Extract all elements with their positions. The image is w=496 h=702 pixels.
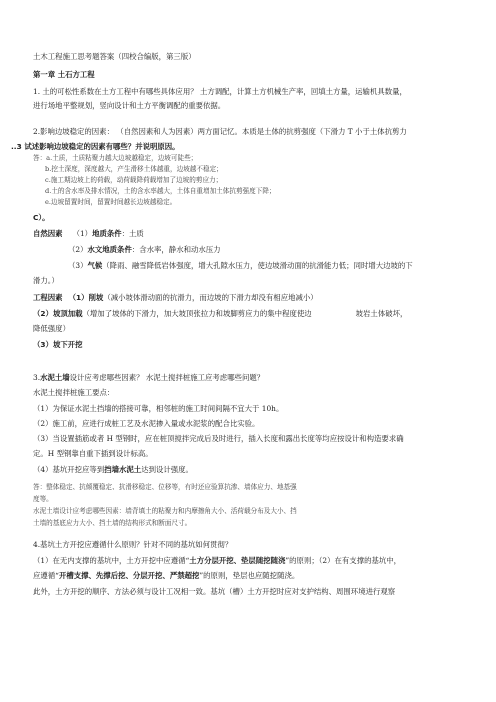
hydro-factor [68,245,221,255]
climate-num: （3） [68,261,88,270]
q4-heading: 4.基坑土方开挖应遵循什么原则？针对不同的基坑如何贯彻？ [33,540,233,549]
q3-answer-1: 答：整体稳定、抗倾覆稳定、抗滑移稳定、位移等，有时还应验算抗渗、墙体应力、地基强 [33,483,297,491]
c-line: C）。 [33,213,50,222]
climate-desc: （降雨、融雪降低岩体强度，增大孔隙水压力，使边坡滑动面的抗滑能力低；同时增大边坡的下 [102,261,413,270]
load-term: 坡顶加载 [52,309,83,318]
load-factor [33,309,407,319]
answer-item-c: c.施工期边坡上的荷载，动荷载降荷载增加了边坡的剪应力； [45,176,223,184]
q3-term: 水泥土墙 [40,373,70,382]
engineering-factors [33,293,318,303]
q3-subheading: 水泥土搅拌桩施工要点： [33,388,115,397]
q3-point-3: （3）当设置插筋或者 H 型钢时，应在桩顶搅拌完成后及时进行，插入长度和露出长度等均应按设计和构造要求确 [33,434,404,443]
natural-label: 自然因素 [33,229,63,238]
answer-item-e: e.边坡留置时间，留置时间越长边坡越稳定。 [45,198,177,206]
load-desc-tail: 坡岩土体破坏， [355,309,408,318]
excavation-factor [33,340,83,350]
climate-term: 气候 [87,261,103,270]
answer-item-a: 答：a.土质，土质粘聚力越大边坡越稳定，边坡可陡些； [33,154,198,162]
hydro-desc: ：含水率，静水和动水压力 [131,245,221,254]
excav-term: 坡下开挖 [52,340,83,349]
natural-term: 地质条件 [92,229,122,238]
eng-desc: （减小坡体滑动面的抗滑力，而边坡的下滑力却没有相应地减小） [103,293,318,302]
q4-line-3: 此外，土方开挖的顺序、方法必须与设计工况相一致。基坑（槽）土方开挖时应对支护结构、周围环境进行观察 [33,587,396,596]
q2-line-1: 2.影响边坡稳定的因素： （自然因素和人为因素）两方面记忆。本质是土体的抗剪强度（下滑力 T 小于土体抗剪力 [33,127,407,136]
q3-answer-4: 土墙的基底应力大小、挡土墙的结构形式和断面尺寸。 [33,519,192,527]
q4-l1-a: （1）在无内支撑的基坑中，土方开挖中应遵循“ [33,556,190,565]
doc-title: 土木工程施工思考题答案（四校合编版，第三版） [33,52,196,61]
load-desc: （增加了坡体的下滑力，加大坡顶张拉力和坡脚剪应力的集中程度使边 [82,309,312,318]
q4-line-1 [33,556,401,566]
q1-line-2: 进行场地平整规划，竖向设计和土方平衡调配的重要依据。 [33,101,226,110]
climate-cont: 滑力。） [33,276,59,285]
q3-point-4 [33,465,193,475]
q3-answer-2: 度等。 [33,495,53,503]
q4-l1-bold: 土方分层开挖、垫层随挖随浇 [189,556,286,565]
q2-line-2: ..3 试述影响边坡稳定的因素有哪些？并说明原因。 [11,142,180,151]
q3-heading [33,373,264,383]
q3-point-4-bold: 挡墙水泥土 [104,465,142,474]
load-cont: 降低强度） [33,324,70,333]
q3-rest: 设计应考虑哪些因素？ 水泥土搅拌桩施工应考虑哪些问题？ [69,373,265,382]
eng-label: 工程因素 [33,293,63,302]
q3-point-4-lead: （4）基坑开挖应等到 [33,465,105,474]
climate-factor [68,261,413,271]
eng-term: 削坡 [88,293,104,302]
chapter-heading: 第一章 土石方工程 [33,70,95,79]
q3-point-3-cont: 定。H 型钢靠自重下插到设计标高。 [33,449,153,458]
hydro-num: （2） [68,245,88,254]
q4-l2-bold: 开槽支撑、先撑后挖、分层开挖、严禁超挖 [58,571,200,580]
q4-l2-a: 应遵循“ [33,571,59,580]
q4-l1-c: ”的原则；（2）在有支撑的基坑中， [285,556,402,565]
natural-num: （1） [72,229,93,238]
q3-point-1: （1）为保证水泥土挡墙的搭接可靠，相邻桩的施工时间间隔不宜大于 10h。 [33,404,284,413]
answer-item-b: b.挖土深度，深度越大，产生滑移土体越重，边坡越不稳定； [45,165,223,173]
q4-l2-c: ”的原则，垫层也应随挖随浇。 [199,571,300,580]
q3-num: 3. [33,373,41,382]
excav-num: （3） [33,340,53,349]
q4-line-2 [33,571,299,581]
natural-desc: ：土质 [121,229,144,238]
q1-line-1: 1. 土的可松性系数在土方工程中有哪些具体应用？ 土方调配，计算土方机械生产率，回填土方量，运输机具数量， [33,87,407,96]
answer-item-d: d.土的含水率及排水情况，土的含水率越大，土体自重增加土体抗剪强度下降； [45,187,276,195]
eng-num: （1） [68,293,89,302]
q3-point-4-tail: 达到设计强度。 [141,465,193,474]
load-num: （2） [33,309,53,318]
natural-factors [33,229,144,239]
q3-point-2: （2）施工前，应进行成桩工艺及水泥掺入量或水泥浆的配合比实验。 [33,419,260,428]
q3-answer-3: 水泥土墙设计应考虑哪些因素：墙背填土的粘聚力和内摩擦角大小、活荷载分布及大小、挡 [33,507,297,515]
hydro-term: 水文地质条件 [87,245,132,254]
